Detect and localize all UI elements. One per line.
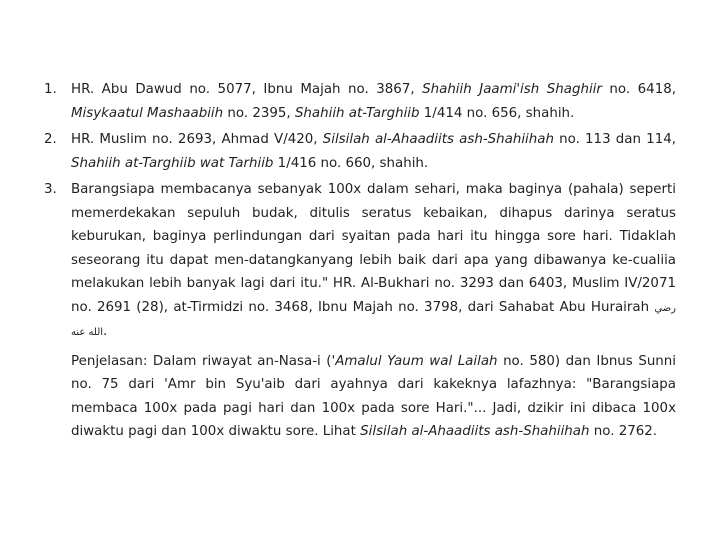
footnote-list [40, 78, 676, 444]
explanation-paragraph: Penjelasan: Dalam riwayat an-Nasa-i ('Amalul Yaum wal Lailah no. 580) dan Ibnus Sunni no. 75 dari 'Amr bin Syu'aib dari ayahnya dari kakeknya lafazhnya: "Barangsiapa membaca 100x pada pagi hari dan 100x pada sore Hari."... Jadi, dzikir ini dibaca 100x diwaktu pagi dan 100x diwaktu sore. Lihat Silsilah al-Ahaadiits ash-Shahiihah no. 2762. [71, 353, 676, 439]
footnote-number: 2. [44, 132, 57, 147]
arabic-honorific: رضي الله عنه [71, 302, 676, 338]
book-title: 'Amalul Yaum wal Lailah [331, 353, 498, 369]
book-title: Shahiih at-Targhiib [294, 105, 420, 121]
book-title: Silsilah al-Ahaadiits ash-Shahiihah [360, 424, 590, 439]
footnote-1 [40, 78, 676, 125]
footnote-text: HR. Abu Dawud no. 5077, Ibnu Majah no. 3867, Shahiih Jaami'ish Shaghiir no. 6418, Misykaatul Mashaabiih no. 2395, Shahiih at-Targhiib 1/414 no. 656, shahih. [71, 82, 676, 121]
footnote-text: HR. Muslim no. 2693, Ahmad V/420, Silsilah al-Ahaadiits ash-Shahiihah no. 113 dan 114, Shahiih at-Targhiib wat Tarhiib 1/416 no. 660, shahih. [71, 132, 676, 171]
book-title: Shahiih at-Targhiib wat Tarhiib [71, 155, 274, 171]
footnote-3 [40, 178, 676, 345]
book-title: Shahiih Jaami'ish Shaghiir [422, 82, 602, 97]
book-title: Silsilah al-Ahaadiits ash-Shahiihah [322, 132, 554, 147]
book-title: Misykaatul Mashaabiih [71, 105, 224, 121]
footnote-2 [40, 128, 676, 175]
footnote-number: 3. [44, 182, 57, 197]
footnote-number: 1. [44, 82, 57, 97]
footnote-text: Barangsiapa membacanya sebanyak 100x dalam sehari, maka baginya (pahala) seperti memerdekakan sepuluh budak, ditulis seratus kebaikan, dihapus darinya seratus keburukan, baginya perlindungan dari syaitan pada hari itu hingga sore hari. Tidaklah seseorang itu dapat men-datangkanyang lebih baik dari apa yang dibawanya ke-cualiia melakukan lebih banyak lagi dari itu." HR. Al-Bukhari no. 3293 dan 6403, Muslim IV/2071 no. 2691 (28), at-Tirmidzi no. 3468, Ibnu Majah no. 3798, dari Sahabat Abu Hurairah رضي الله عنه. [71, 182, 676, 339]
